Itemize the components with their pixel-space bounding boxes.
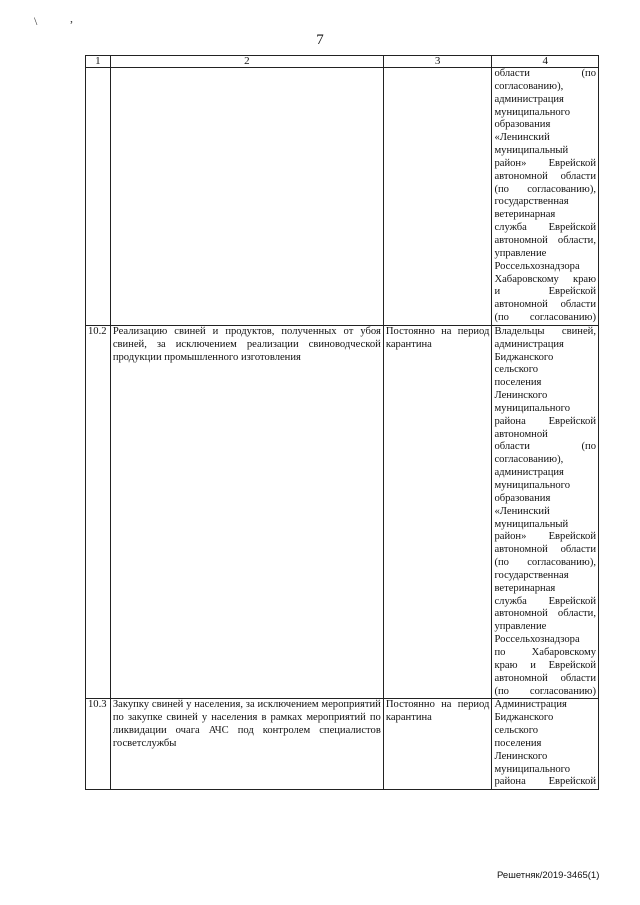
header-cell: 2 [110,56,383,68]
responsible-line: поселения [494,737,542,749]
responsible-line: сельского [494,364,539,376]
responsible-line: автономной области [494,544,596,556]
responsible-line: краю и Еврейской [494,659,596,671]
responsible-line: администрация [494,467,564,479]
responsible-line: Россельхознадзора [494,260,580,272]
responsible-line: (по согласованию), [494,183,596,195]
responsible-cell [492,699,599,790]
responsible-line: согласованию), [494,80,564,92]
row-number-cell [86,68,111,326]
responsible-line: автономной области [494,299,596,311]
responsible-line: муниципального [494,763,571,775]
responsible-line: ветеринарная [494,582,556,594]
responsible-line: Хабаровскому краю [494,273,596,285]
responsible-line: управление [494,247,547,259]
responsible-line: района Еврейской [494,776,596,788]
responsible-line: согласованию), [494,454,564,466]
table-row [86,699,599,790]
measures-table [85,55,599,790]
responsible-line: государственная [494,196,569,208]
term-cell [383,68,492,326]
scan-mark: , [70,11,73,25]
responsible-line: автономной области, [494,234,596,246]
responsible-line: администрация [494,338,564,350]
scan-mark: \ [34,14,38,28]
responsible-line: автономной области [494,672,596,684]
header-cell: 4 [492,56,599,68]
responsible-line: образования [494,492,551,504]
responsible-line: автономной [494,428,548,440]
row-number-cell: 10.2 [86,325,111,698]
responsible-line: «Ленинский [494,505,550,517]
responsible-line: района Еврейской [494,415,596,427]
document-code: Решетняк/2019-3465(1) [497,870,600,881]
responsible-line: поселения [494,377,542,389]
table-row [86,68,599,326]
responsible-cell [492,325,599,698]
responsible-line: Ленинского [494,750,548,762]
measure-cell [110,68,383,326]
measure-cell: Реализацию свиней и продуктов, полученных от убоя свиней, за исключением реализации свиноводческой продукции промышленного изготовления [110,325,383,698]
responsible-line: образования [494,119,551,131]
responsible-line: (по согласованию) [494,685,596,697]
term-cell: Постоянно на период карантина [383,699,492,790]
header-cell: 1 [86,56,111,68]
responsible-line: автономной области, [494,608,596,620]
responsible-line: (по согласованию) [494,312,596,324]
responsible-line: муниципальный [494,145,569,157]
responsible-line: Биджанского [494,712,554,724]
responsible-line: «Ленинский [494,132,550,144]
responsible-line: муниципального [494,106,571,118]
header-cell: 3 [383,56,492,68]
responsible-cell [492,68,599,326]
responsible-line: служба Еврейской [494,595,596,607]
responsible-line: и Еврейской [494,286,596,298]
responsible-line: Администрация [494,699,567,711]
responsible-line: администрация [494,93,564,105]
responsible-line: области (по [494,441,596,453]
responsible-line: район» Еврейской [494,531,596,543]
responsible-line: район» Еврейской [494,157,596,169]
page-number: 7 [316,32,324,48]
responsible-line: служба Еврейской [494,222,596,234]
responsible-line: муниципального [494,402,571,414]
row-number-cell: 10.3 [86,699,111,790]
responsible-line: Владельцы свиней, [494,325,596,337]
responsible-line: области (по [494,68,596,79]
measure-cell: Закупку свиней у населения, за исключением мероприятий по закупке свиней у населения в рамках мероприятий по ликвидации очага АЧС под контролем специалистов госветслужбы [110,699,383,790]
responsible-line: управление [494,621,547,633]
table-header-row [86,56,599,68]
responsible-line: Россельхознадзора [494,634,580,646]
table-row [86,325,599,698]
responsible-line: автономной области [494,170,596,182]
responsible-line: муниципальный [494,518,569,530]
term-cell: Постоянно на период карантина [383,325,492,698]
responsible-line: государственная [494,569,569,581]
responsible-line: сельского [494,725,539,737]
responsible-line: Биджанского [494,351,554,363]
responsible-line: (по согласованию), [494,557,596,569]
responsible-line: муниципального [494,480,571,491]
responsible-line: Ленинского [494,390,548,402]
responsible-line: ветеринарная [494,209,556,221]
responsible-line: по Хабаровскому [494,646,596,658]
